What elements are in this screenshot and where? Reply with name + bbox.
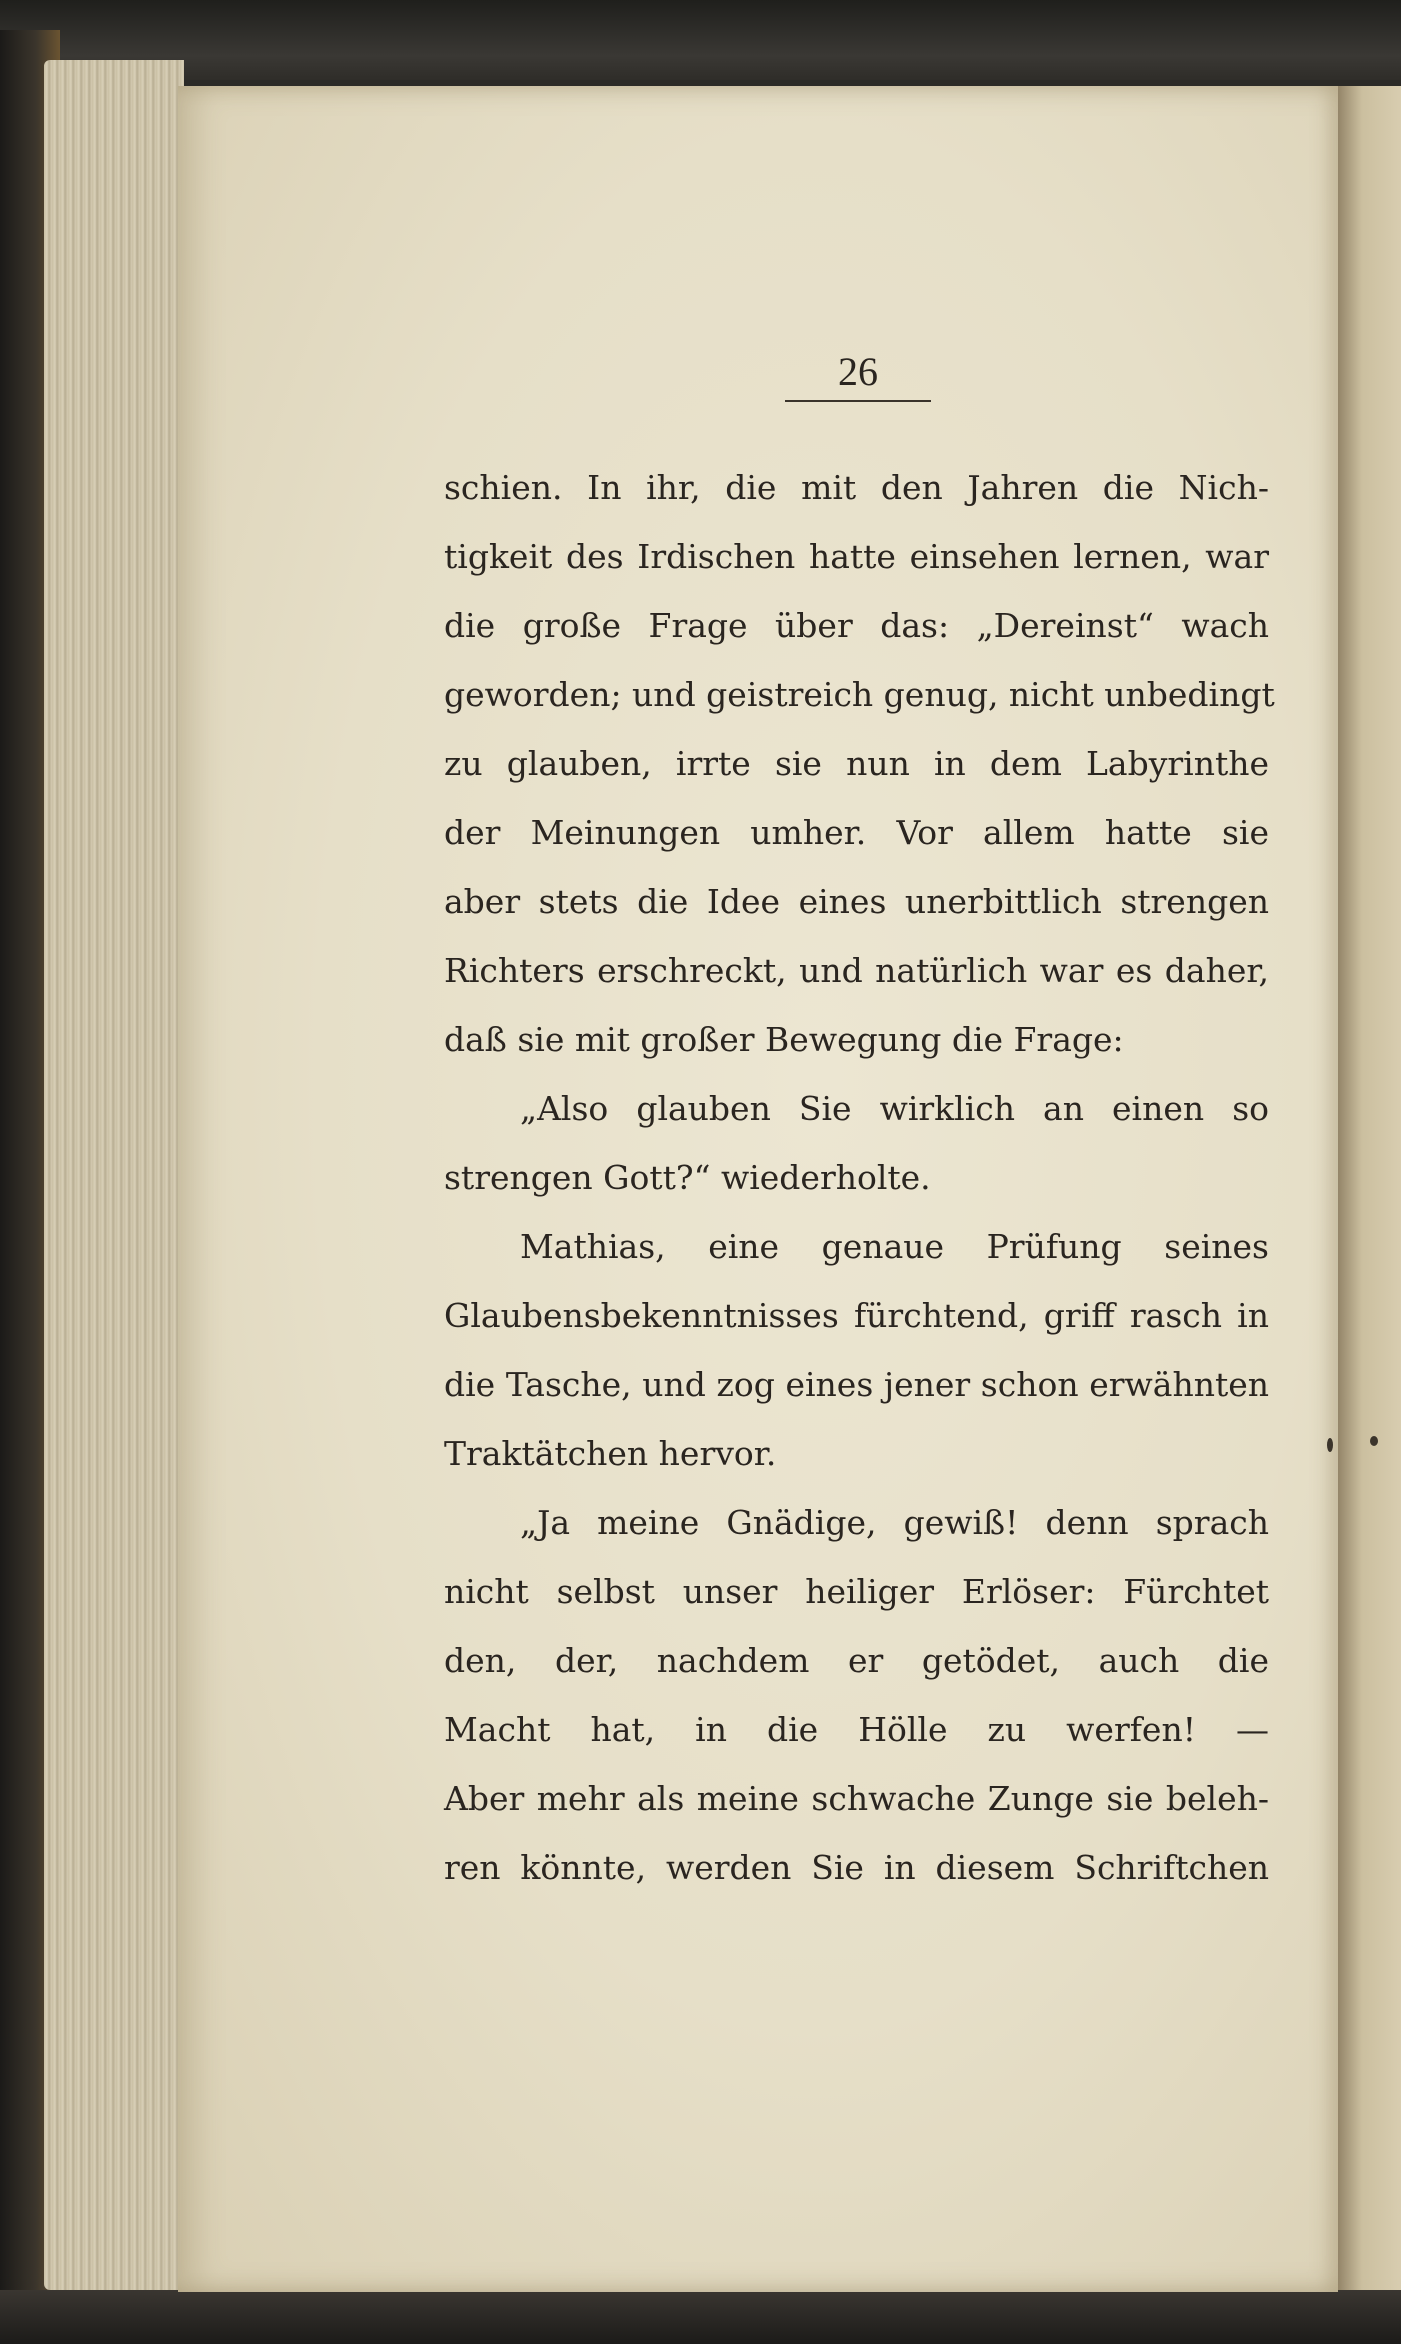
text-line: aber stets die Idee eines unerbittlich strengen	[444, 882, 1269, 921]
text-line: ren könnte, werden Sie in diesem Schriftchen	[444, 1848, 1269, 1887]
page-number-rule	[785, 400, 931, 402]
text-line: die große Frage über das: „Dereinst“ wach	[444, 606, 1269, 645]
text-line: tigkeit des Irdischen hatte einsehen lernen, war	[444, 537, 1269, 576]
text-line: Mathias, eine genaue Prüfung seines	[520, 1227, 1269, 1266]
facing-page-edge	[1336, 86, 1401, 2306]
text-line: strengen Gott?“ wiederholte.	[444, 1158, 931, 1197]
text-line: Aber mehr als meine schwache Zunge sie beleh-	[444, 1779, 1269, 1818]
text-line: „Ja meine Gnädige, gewiß! denn sprach	[520, 1503, 1269, 1542]
text-line: „Also glauben Sie wirklich an einen so	[520, 1089, 1269, 1128]
text-line: geworden; und geistreich genug, nicht unbedingt	[444, 675, 1275, 714]
text-line: schien. In ihr, die mit den Jahren die Nich-	[444, 468, 1269, 507]
text-line: der Meinungen umher. Vor allem hatte sie	[444, 813, 1269, 852]
text-line: Macht hat, in die Hölle zu werfen! —	[444, 1710, 1269, 1749]
book-binding-top	[0, 0, 1401, 80]
text-line: nicht selbst unser heiliger Erlöser: Fürchtet	[444, 1572, 1269, 1611]
page-stack-edges	[44, 60, 184, 2290]
text-line: die Tasche, und zog eines jener schon erwähnten	[444, 1365, 1269, 1404]
text-line: Richters erschreckt, und natürlich war es daher,	[444, 951, 1269, 990]
page-number: 26	[838, 349, 878, 394]
book-binding-bottom	[0, 2290, 1401, 2344]
margin-ink-dot	[1327, 1438, 1333, 1452]
text-line: Traktätchen hervor.	[444, 1434, 777, 1473]
text-line: daß sie mit großer Bewegung die Frage:	[444, 1020, 1124, 1059]
margin-ink-dot	[1370, 1436, 1378, 1446]
body-text	[444, 453, 1275, 1902]
text-line: zu glauben, irrte sie nun in dem Labyrinthe	[444, 744, 1269, 783]
text-line: den, der, nachdem er getödet, auch die	[444, 1641, 1269, 1680]
text-line: Glaubensbekenntnisses fürchtend, griff rasch in	[444, 1296, 1269, 1335]
